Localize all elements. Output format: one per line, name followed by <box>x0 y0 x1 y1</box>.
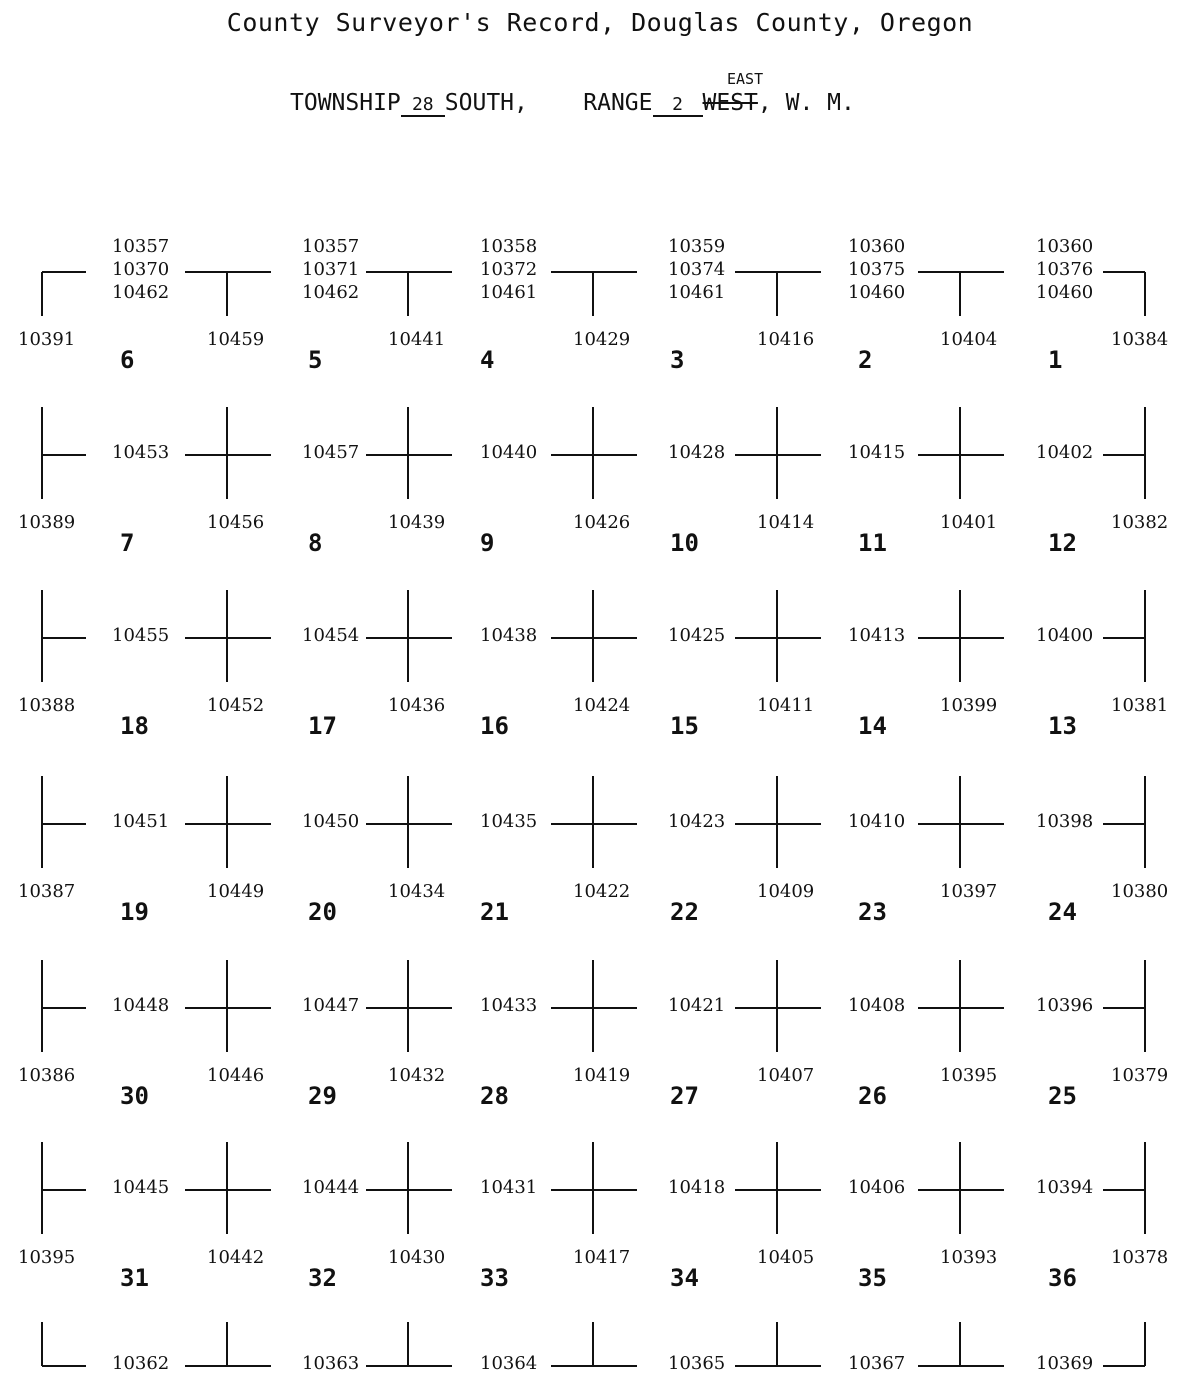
corner-number: 10371 <box>302 259 360 280</box>
corner-number: 10369 <box>1036 1353 1094 1374</box>
corner-number: 10436 <box>388 695 446 716</box>
section-number: 22 <box>670 898 699 926</box>
corner-number: 10416 <box>757 329 815 350</box>
township-value: 28 <box>401 94 445 117</box>
section-number: 10 <box>670 529 699 557</box>
corner-number: 10380 <box>1111 881 1169 902</box>
corner-number: 10389 <box>18 512 76 533</box>
section-number: 18 <box>120 712 149 740</box>
corner-number: 10400 <box>1036 625 1094 646</box>
section-number: 5 <box>308 346 323 374</box>
corner-number: 10363 <box>302 1353 360 1374</box>
corner-number: 10407 <box>757 1065 815 1086</box>
section-number: 8 <box>308 529 323 557</box>
corner-number: 10452 <box>207 695 265 716</box>
corner-number: 10430 <box>388 1247 446 1268</box>
corner-number: 10461 <box>668 282 726 303</box>
corner-number: 10397 <box>940 881 998 902</box>
corner-number: 10455 <box>112 625 170 646</box>
section-number: 16 <box>480 712 509 740</box>
corner-number: 10375 <box>848 259 906 280</box>
corner-number: 10450 <box>302 811 360 832</box>
corner-number: 10384 <box>1111 329 1169 350</box>
corner-number: 10360 <box>1036 236 1094 257</box>
corner-number: 10365 <box>668 1353 726 1374</box>
section-number: 9 <box>480 529 495 557</box>
corner-number: 10359 <box>668 236 726 257</box>
corner-number: 10428 <box>668 442 726 463</box>
corner-number: 10439 <box>388 512 446 533</box>
corner-number: 10386 <box>18 1065 76 1086</box>
section-number: 19 <box>120 898 149 926</box>
corner-number: 10399 <box>940 695 998 716</box>
corner-number: 10367 <box>848 1353 906 1374</box>
range-value: 2 <box>653 94 703 117</box>
section-number: 33 <box>480 1264 509 1292</box>
corner-number: 10417 <box>573 1247 631 1268</box>
corner-number: 10409 <box>757 881 815 902</box>
corner-number: 10374 <box>668 259 726 280</box>
section-number: 23 <box>858 898 887 926</box>
corner-number: 10413 <box>848 625 906 646</box>
corner-number: 10461 <box>480 282 538 303</box>
section-number: 2 <box>858 346 873 374</box>
section-number: 12 <box>1048 529 1077 557</box>
corner-number: 10462 <box>302 282 360 303</box>
corner-number: 10396 <box>1036 995 1094 1016</box>
section-number: 6 <box>120 346 135 374</box>
corner-number: 10440 <box>480 442 538 463</box>
corner-number: 10360 <box>848 236 906 257</box>
corner-number: 10456 <box>207 512 265 533</box>
section-number: 4 <box>480 346 495 374</box>
corner-number: 10425 <box>668 625 726 646</box>
corner-number: 10382 <box>1111 512 1169 533</box>
corner-number: 10446 <box>207 1065 265 1086</box>
section-number: 25 <box>1048 1082 1077 1110</box>
corner-number: 10402 <box>1036 442 1094 463</box>
range-label: RANGE <box>583 90 653 116</box>
corner-number: 10387 <box>18 881 76 902</box>
corner-number: 10411 <box>757 695 815 716</box>
corner-number: 10441 <box>388 329 446 350</box>
corner-number: 10362 <box>112 1353 170 1374</box>
corner-number: 10364 <box>480 1353 538 1374</box>
section-number: 29 <box>308 1082 337 1110</box>
meridian: , W. M. <box>757 90 855 116</box>
section-number: 7 <box>120 529 135 557</box>
section-number: 31 <box>120 1264 149 1292</box>
range-direction-added: EAST <box>727 70 764 88</box>
section-number: 17 <box>308 712 337 740</box>
corner-number: 10358 <box>480 236 538 257</box>
corner-number: 10453 <box>112 442 170 463</box>
corner-number: 10459 <box>207 329 265 350</box>
corner-number: 10454 <box>302 625 360 646</box>
corner-number: 10393 <box>940 1247 998 1268</box>
section-number: 3 <box>670 346 685 374</box>
corner-number: 10370 <box>112 259 170 280</box>
corner-number: 10451 <box>112 811 170 832</box>
corner-number: 10457 <box>302 442 360 463</box>
corner-number: 10391 <box>18 329 76 350</box>
corner-number: 10421 <box>668 995 726 1016</box>
section-number: 11 <box>858 529 887 557</box>
corner-number: 10406 <box>848 1177 906 1198</box>
township-label: TOWNSHIP <box>290 90 401 116</box>
section-number: 34 <box>670 1264 699 1292</box>
corner-number: 10398 <box>1036 811 1094 832</box>
corner-number: 10460 <box>848 282 906 303</box>
corner-number: 10462 <box>112 282 170 303</box>
section-number: 32 <box>308 1264 337 1292</box>
corner-number: 10438 <box>480 625 538 646</box>
corner-number: 10434 <box>388 881 446 902</box>
corner-number: 10408 <box>848 995 906 1016</box>
corner-number: 10418 <box>668 1177 726 1198</box>
range-direction-struck: WEST <box>702 90 758 116</box>
section-number: 13 <box>1048 712 1077 740</box>
corner-number: 10444 <box>302 1177 360 1198</box>
section-number: 36 <box>1048 1264 1077 1292</box>
corner-number: 10432 <box>388 1065 446 1086</box>
corner-number: 10405 <box>757 1247 815 1268</box>
section-number: 24 <box>1048 898 1077 926</box>
corner-number: 10404 <box>940 329 998 350</box>
section-number: 35 <box>858 1264 887 1292</box>
section-number: 14 <box>858 712 887 740</box>
corner-number: 10357 <box>112 236 170 257</box>
corner-number: 10422 <box>573 881 631 902</box>
section-number: 1 <box>1048 346 1063 374</box>
corner-number: 10433 <box>480 995 538 1016</box>
corner-number: 10415 <box>848 442 906 463</box>
corner-number: 10442 <box>207 1247 265 1268</box>
corner-number: 10376 <box>1036 259 1094 280</box>
corner-number: 10445 <box>112 1177 170 1198</box>
township-direction: SOUTH, <box>444 90 528 116</box>
corner-number: 10414 <box>757 512 815 533</box>
corner-number: 10449 <box>207 881 265 902</box>
corner-number: 10424 <box>573 695 631 716</box>
section-number: 21 <box>480 898 509 926</box>
corner-number: 10431 <box>480 1177 538 1198</box>
section-number: 26 <box>858 1082 887 1110</box>
corner-number: 10448 <box>112 995 170 1016</box>
corner-number: 10395 <box>18 1247 76 1268</box>
section-number: 15 <box>670 712 699 740</box>
corner-number: 10447 <box>302 995 360 1016</box>
corner-number: 10423 <box>668 811 726 832</box>
corner-number: 10388 <box>18 695 76 716</box>
corner-number: 10379 <box>1111 1065 1169 1086</box>
corner-number: 10372 <box>480 259 538 280</box>
corner-number: 10381 <box>1111 695 1169 716</box>
corner-number: 10419 <box>573 1065 631 1086</box>
section-number: 30 <box>120 1082 149 1110</box>
corner-number: 10378 <box>1111 1247 1169 1268</box>
corner-number: 10460 <box>1036 282 1094 303</box>
corner-number: 10401 <box>940 512 998 533</box>
corner-number: 10426 <box>573 512 631 533</box>
section-number: 20 <box>308 898 337 926</box>
section-number: 28 <box>480 1082 509 1110</box>
section-number: 27 <box>670 1082 699 1110</box>
corner-number: 10395 <box>940 1065 998 1086</box>
corner-number: 10435 <box>480 811 538 832</box>
page-title: County Surveyor's Record, Douglas County, Oregon <box>226 8 974 37</box>
corner-number: 10429 <box>573 329 631 350</box>
corner-number: 10357 <box>302 236 360 257</box>
corner-number: 10410 <box>848 811 906 832</box>
corner-number: 10394 <box>1036 1177 1094 1198</box>
